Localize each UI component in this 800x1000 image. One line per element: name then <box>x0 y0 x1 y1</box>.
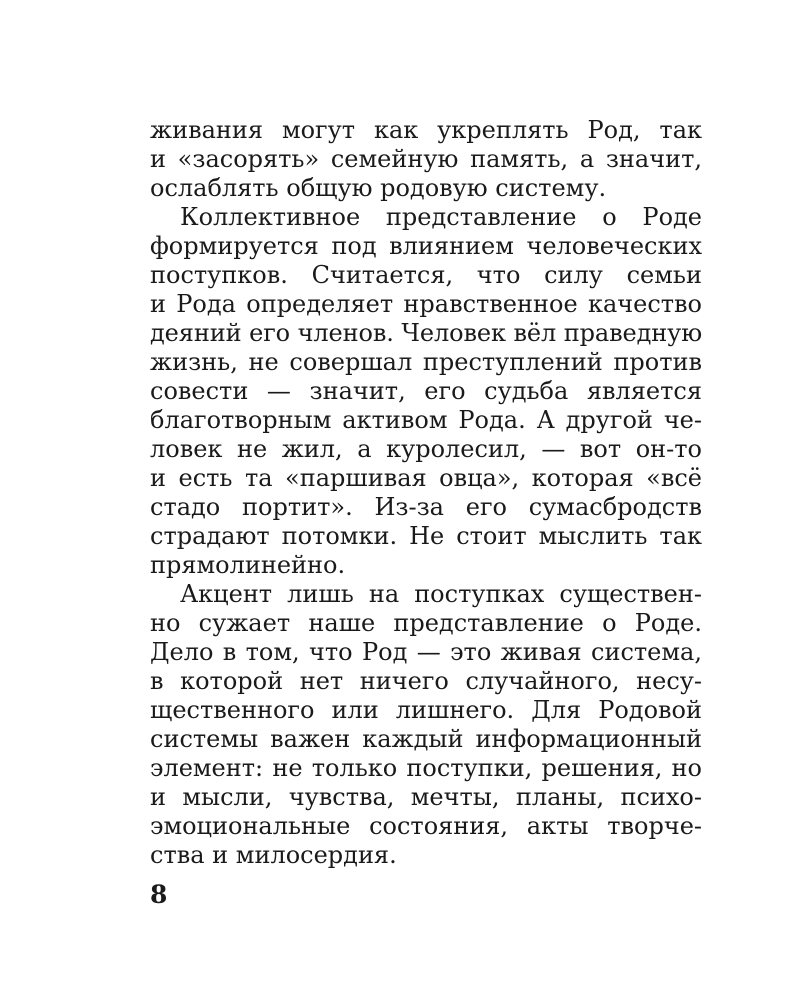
text-line: и «засорять» семейную память, а значит, <box>150 145 702 173</box>
text-line: страдают потомки. Не стоит мыслить так <box>150 522 702 550</box>
body-text <box>150 116 702 870</box>
text-line: элемент: не только поступки, решения, но <box>150 754 702 782</box>
text-line: поступков. Считается, что силу семьи <box>150 261 702 289</box>
text-line: Коллективное представление о Роде <box>180 203 702 231</box>
text-line: ловек не жил, а куролесил, — вот он-то <box>150 435 702 463</box>
paragraph-3 <box>150 580 702 870</box>
text-line: и есть та «паршивая овца», которая «всё <box>150 464 702 492</box>
text-line: прямолинейно. <box>150 551 346 579</box>
text-line: и мысли, чувства, мечты, планы, психо- <box>150 783 702 811</box>
text-line: эмоциональные состояния, акты творче- <box>150 812 702 840</box>
text-line: системы важен каждый информационный <box>150 725 702 753</box>
text-line: жизнь, не совершал преступлений против <box>150 348 702 376</box>
paragraph-2 <box>150 203 702 580</box>
paragraph-1 <box>150 116 702 203</box>
text-line: и Рода определяет нравственное качество <box>150 290 702 318</box>
text-line: ства и милосердия. <box>150 841 397 869</box>
text-line: совести — значит, его судьба является <box>150 377 702 405</box>
text-line: деяний его членов. Человек вёл праведную <box>150 319 702 347</box>
text-line: щественного или лишнего. Для Родовой <box>150 696 702 724</box>
text-line: стадо портит». Из-за его сумасбродств <box>150 493 702 521</box>
text-line: но сужает наше представление о Роде. <box>150 609 702 637</box>
text-line: благотворным активом Рода. А другой че- <box>150 406 702 434</box>
text-line: в которой нет ничего случайного, несу- <box>150 667 702 695</box>
text-line: формируется под влиянием человеческих <box>150 232 702 260</box>
page-number: 8 <box>150 880 168 909</box>
text-line: живания могут как укреплять Род, так <box>150 116 702 144</box>
text-line: ослаблять общую родовую систему. <box>150 174 607 202</box>
text-line: Дело в том, что Род — это живая система, <box>150 638 702 666</box>
text-line: Акцент лишь на поступках существен- <box>180 580 702 608</box>
